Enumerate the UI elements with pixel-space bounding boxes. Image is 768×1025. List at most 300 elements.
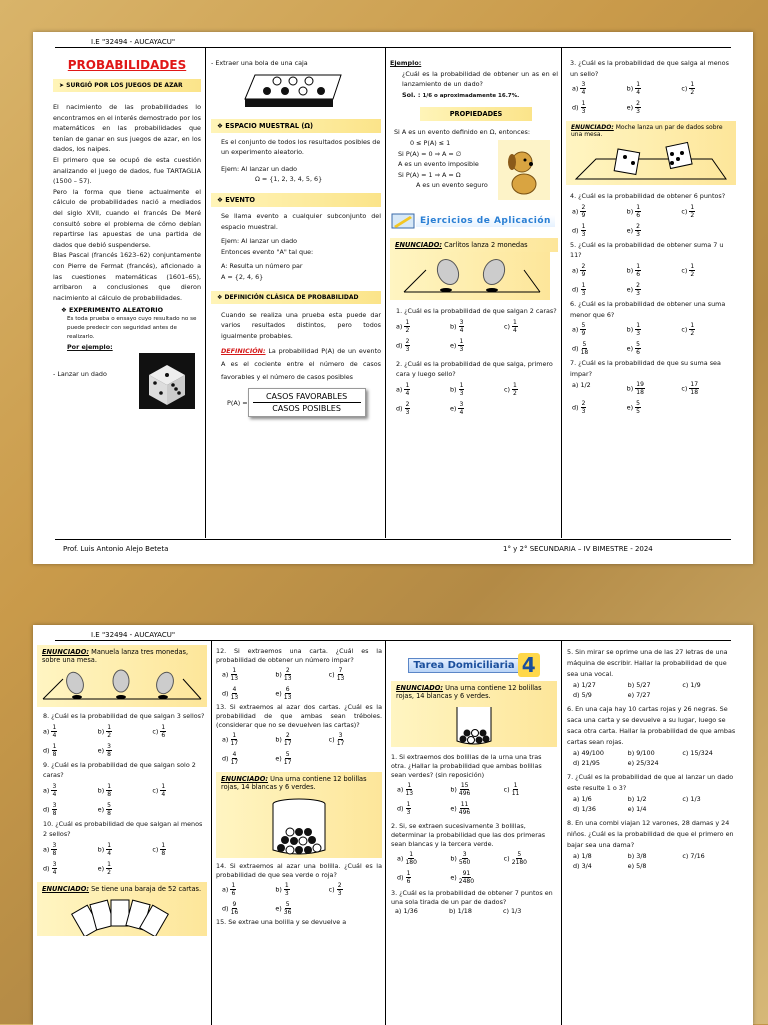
option-letter: d) bbox=[43, 746, 52, 755]
question-3: 3. ¿Cuál es la probabilidad de que salga al menos un sello? bbox=[570, 59, 729, 78]
option-fraction bbox=[52, 802, 58, 817]
fraction-denominator: 6 bbox=[636, 211, 641, 219]
answer-option[interactable]: b) 3/8 bbox=[627, 852, 647, 860]
option-fraction bbox=[405, 782, 413, 797]
option-letter: e) bbox=[450, 404, 459, 413]
fraction-numerator: 3 bbox=[459, 318, 464, 326]
option-letter: d) bbox=[572, 344, 581, 353]
answer-option[interactable] bbox=[397, 801, 450, 816]
option-fraction bbox=[337, 667, 345, 682]
header-school: I.E "32494 - AUCAYACU" bbox=[91, 38, 176, 46]
answer-option[interactable]: c) 7/16 bbox=[682, 852, 705, 860]
fraction-numerator: 1 bbox=[406, 801, 411, 808]
fraction-numerator: 1 bbox=[231, 882, 236, 889]
option-fraction bbox=[635, 322, 641, 337]
answer-option[interactable]: e) 1/4 bbox=[627, 805, 647, 813]
fraction-numerator: 15 bbox=[460, 782, 469, 789]
answer-option[interactable] bbox=[450, 782, 503, 797]
answer-option[interactable] bbox=[627, 322, 682, 337]
fraction-denominator: 3 bbox=[405, 408, 410, 416]
option-letter: e) bbox=[626, 226, 636, 235]
option-fraction bbox=[230, 667, 238, 682]
answer-option[interactable] bbox=[627, 223, 682, 238]
question-8: 8. ¿Cuál es la probabilidad de que salgan 3 sellos? bbox=[43, 712, 205, 720]
fraction-denominator: 3 bbox=[636, 330, 641, 338]
option-fraction bbox=[459, 851, 470, 866]
answer-option[interactable] bbox=[275, 882, 328, 897]
option-letter: a) bbox=[397, 785, 406, 794]
answer-option[interactable] bbox=[450, 870, 503, 885]
question-1: 1. ¿Cuál es la probabilidad de que salgan 2 caras? bbox=[396, 306, 557, 315]
answer-option[interactable] bbox=[572, 263, 627, 278]
fraction-denominator: 8 bbox=[107, 790, 112, 798]
option-fraction bbox=[230, 732, 238, 747]
answer-option[interactable] bbox=[98, 802, 153, 817]
question-10-options bbox=[37, 840, 207, 878]
formula-probabilidad: P(A) = CASOS FAVORABLES CASOS POSIBLES bbox=[227, 388, 381, 417]
answer-option[interactable] bbox=[627, 400, 682, 415]
fraction-numerator: 6 bbox=[285, 686, 290, 693]
propiedades-text: Si A es un evento definido en Ω, entonces: bbox=[394, 128, 531, 137]
dice-pair-image bbox=[566, 141, 736, 185]
fraction-numerator: 1 bbox=[107, 723, 112, 731]
answer-option[interactable] bbox=[504, 782, 557, 797]
answer-option[interactable] bbox=[98, 724, 153, 739]
option-fraction bbox=[580, 81, 586, 96]
enunciado-box: ENUNCIADO: Manuela lanza tres monedas, sobre una mesa. bbox=[37, 645, 207, 667]
answer-option[interactable] bbox=[681, 81, 736, 96]
answer-option[interactable] bbox=[572, 282, 627, 297]
fraction-numerator: 1 bbox=[161, 782, 166, 790]
fraction-numerator: 1 bbox=[52, 742, 57, 750]
fraction-numerator: 19 bbox=[636, 381, 644, 389]
answer-option[interactable] bbox=[627, 263, 682, 278]
column-divider bbox=[385, 48, 386, 538]
fraction-numerator: 5 bbox=[107, 801, 111, 809]
question-13-options bbox=[216, 730, 382, 768]
propiedad-4: Si P(A) = 1 ⇒ A = Ω bbox=[398, 170, 461, 179]
option-fraction bbox=[512, 319, 518, 334]
fraction-numerator: 1 bbox=[107, 841, 112, 849]
answer-option[interactable]: c) 1/3 bbox=[682, 795, 701, 803]
answer-option[interactable] bbox=[43, 861, 98, 876]
answer-option[interactable]: e) 7/27 bbox=[627, 691, 651, 699]
answer-option[interactable] bbox=[572, 381, 627, 396]
fraction-denominator: 3 bbox=[284, 890, 289, 897]
answer-option[interactable]: b) 1/2 bbox=[627, 795, 647, 803]
tarea-question-8-options bbox=[567, 851, 737, 871]
answer-option[interactable] bbox=[572, 400, 627, 415]
answer-option[interactable] bbox=[450, 801, 503, 816]
answer-option[interactable] bbox=[572, 81, 627, 96]
option-fraction bbox=[337, 882, 343, 897]
option-fraction bbox=[51, 724, 57, 739]
fraction-denominator: 13 bbox=[405, 790, 414, 797]
answer-option[interactable] bbox=[450, 319, 504, 334]
tarea-question-1: 1. Si extraemos dos bolillas de la urna una tras otra. ¿Hallar la probabilidad que ambas bolillas sean verdes? (sin reposición) bbox=[391, 753, 542, 779]
footer-course: 1° y 2° SECUNDARIA – IV BIMESTRE - 2024 bbox=[503, 545, 653, 553]
answer-option[interactable] bbox=[627, 100, 682, 115]
fraction-denominator: 4 bbox=[161, 790, 166, 798]
experimento-text: Es toda prueba o ensayo cuyo resultado no se puede predecir con seguridad antes de realizarlo. bbox=[67, 316, 197, 341]
answer-option[interactable]: a) 1/36 bbox=[395, 907, 418, 915]
answer-option[interactable]: d) 3/4 bbox=[573, 862, 592, 870]
option-letter: e) bbox=[450, 873, 459, 882]
fraction-numerator: 1 bbox=[409, 851, 414, 858]
fraction-denominator: 4 bbox=[52, 790, 57, 798]
pencil-icon bbox=[390, 210, 416, 232]
answer-option[interactable] bbox=[627, 81, 682, 96]
option-letter: d) bbox=[222, 689, 231, 698]
fraction-numerator: 1 bbox=[161, 841, 166, 849]
column-4 bbox=[566, 58, 736, 417]
option-fraction bbox=[337, 732, 345, 747]
answer-option[interactable] bbox=[43, 743, 98, 758]
option-letter: b) bbox=[275, 885, 284, 894]
formula-numerator: CASOS FAVORABLES bbox=[253, 391, 361, 403]
fraction-numerator: 2 bbox=[581, 203, 586, 211]
ejercicios-banner bbox=[390, 210, 558, 232]
option-fraction bbox=[284, 901, 292, 916]
option-letter: a) bbox=[43, 786, 52, 795]
fraction-denominator: 3 bbox=[636, 230, 640, 238]
option-letter: e) bbox=[626, 285, 636, 294]
answer-option[interactable] bbox=[450, 338, 504, 353]
answer-option[interactable] bbox=[98, 842, 153, 857]
fraction-denominator: 2 bbox=[107, 731, 112, 739]
fraction-numerator: 2 bbox=[405, 400, 410, 408]
option-letter: a) bbox=[222, 735, 231, 744]
fraction-numerator: 1 bbox=[405, 381, 410, 389]
option-fraction bbox=[512, 851, 527, 866]
tarea-question-8: 8. En una combi viajan 12 varones, 28 damas y 24 niños. ¿Cuál es la probabilidad de que el primero en bajar sea una dama? bbox=[567, 819, 734, 849]
answer-option[interactable]: a) 1/6 bbox=[573, 795, 592, 803]
column-2 bbox=[216, 647, 382, 927]
option-letter: b) bbox=[275, 735, 284, 744]
answer-option[interactable]: d) 21/95 bbox=[573, 759, 600, 767]
option-letter: d) bbox=[572, 226, 581, 235]
option-letter: e) bbox=[450, 341, 459, 350]
answer-option[interactable] bbox=[275, 901, 328, 916]
answer-option[interactable]: a) 1/27 bbox=[573, 681, 596, 689]
answer-option[interactable] bbox=[222, 667, 275, 682]
question-13: 13. Si extraemos al azar dos cartas. ¿Cuál es la probabilidad de que ambas sean tréboles. (considerar que no se devuelven las cartas)? bbox=[216, 703, 382, 729]
fraction-denominator: 8 bbox=[107, 750, 111, 758]
option-letter: c) bbox=[681, 325, 690, 334]
answer-option[interactable] bbox=[450, 851, 503, 866]
fraction-numerator: 1 bbox=[581, 100, 586, 108]
fraction-denominator: 3 bbox=[636, 108, 640, 116]
answer-option[interactable] bbox=[98, 861, 153, 876]
answer-option[interactable] bbox=[152, 724, 207, 739]
fraction-numerator: 3 bbox=[459, 400, 464, 408]
option-fraction bbox=[51, 842, 57, 857]
evento-text: Se llama evento a cualquier subconjunto del espacio muestral. bbox=[221, 211, 381, 231]
option-letter: b) bbox=[97, 845, 107, 854]
fraction-denominator: 16 bbox=[230, 909, 239, 916]
option-letter: e) bbox=[450, 804, 459, 813]
answer-option[interactable] bbox=[329, 732, 382, 747]
answer-option[interactable] bbox=[681, 263, 736, 278]
header-school: I.E "32494 - AUCAYACU" bbox=[91, 631, 176, 639]
option-letter: a) bbox=[43, 727, 52, 736]
fraction-numerator: 2 bbox=[581, 400, 586, 408]
fraction-numerator: 1 bbox=[52, 723, 57, 731]
option-letter: c) bbox=[152, 786, 161, 795]
fraction-denominator: 8 bbox=[52, 849, 57, 857]
answer-option[interactable]: b) 9/100 bbox=[627, 749, 655, 757]
option-letter: e) bbox=[275, 754, 284, 763]
answer-option[interactable]: b) 5/27 bbox=[627, 681, 651, 689]
answer-option[interactable] bbox=[504, 382, 558, 397]
option-letter: d) bbox=[222, 754, 231, 763]
fraction-denominator: 3 bbox=[459, 389, 464, 397]
answer-option[interactable]: b) 1/18 bbox=[449, 907, 472, 915]
answer-option[interactable] bbox=[222, 686, 275, 701]
answer-option[interactable] bbox=[329, 882, 382, 897]
fraction-numerator: 91 bbox=[462, 870, 471, 877]
answer-option[interactable] bbox=[397, 870, 450, 885]
tarea-number: 4 bbox=[518, 653, 540, 677]
question-1-options bbox=[390, 317, 558, 355]
answer-option[interactable]: e) 25/324 bbox=[627, 759, 659, 767]
fraction-numerator: 1 bbox=[690, 322, 695, 330]
fraction-denominator: 2 bbox=[405, 326, 410, 334]
fraction-denominator: 4 bbox=[107, 849, 112, 857]
fraction-denominator: 3 bbox=[406, 809, 411, 816]
tartaglia-text: El primero que se ocupó de esta cuestión analizando el juego de dados, fue TARTAGLIA (1500 – 57). bbox=[53, 155, 201, 186]
question-5-options bbox=[566, 261, 736, 299]
answer-option[interactable] bbox=[43, 724, 98, 739]
option-letter: a) bbox=[572, 381, 581, 390]
fraction-denominator: 4 bbox=[459, 326, 464, 334]
answer-option[interactable] bbox=[627, 341, 682, 356]
fraction-denominator: 18 bbox=[580, 349, 589, 357]
option-letter: e) bbox=[97, 864, 107, 873]
fraction-numerator: 2 bbox=[636, 222, 640, 230]
answer-option[interactable] bbox=[572, 100, 627, 115]
fraction-numerator: 1 bbox=[690, 81, 695, 89]
urn-image bbox=[216, 794, 382, 858]
fraction-denominator: 6 bbox=[231, 890, 236, 897]
fraction-numerator: 1 bbox=[232, 732, 237, 739]
fraction-numerator: 1 bbox=[636, 322, 641, 330]
option-letter: b) bbox=[97, 727, 107, 736]
option-letter: c) bbox=[681, 84, 690, 93]
header-rule bbox=[55, 640, 731, 641]
answer-option[interactable]: d) 5/9 bbox=[573, 691, 592, 699]
answer-option[interactable] bbox=[396, 338, 450, 353]
fraction-numerator: 3 bbox=[107, 742, 111, 750]
option-fraction bbox=[106, 802, 112, 817]
answer-option[interactable] bbox=[504, 319, 558, 334]
option-letter: a) bbox=[222, 670, 231, 679]
question-7: 7. ¿Cuál es la probabilidad de que su suma sea impar? bbox=[570, 359, 721, 378]
column-3 bbox=[391, 647, 557, 915]
option-letter: a) bbox=[43, 845, 52, 854]
bullet-icon: ➤ bbox=[59, 82, 67, 89]
column-2 bbox=[211, 58, 381, 417]
answer-option[interactable] bbox=[450, 382, 504, 397]
fraction-numerator: 1 bbox=[405, 318, 410, 326]
answer-option[interactable] bbox=[396, 401, 450, 416]
option-fraction bbox=[160, 842, 166, 857]
fraction-numerator: 1 bbox=[690, 262, 695, 270]
answer-option[interactable] bbox=[43, 802, 98, 817]
fraction-denominator: 6 bbox=[161, 731, 166, 739]
fraction-denominator: 2 bbox=[690, 330, 695, 338]
option-letter: a) bbox=[222, 885, 231, 894]
question-4-options bbox=[566, 202, 736, 240]
fraction-denominator: 8 bbox=[52, 750, 57, 758]
answer-option[interactable] bbox=[222, 732, 275, 747]
answer-option[interactable] bbox=[222, 901, 275, 916]
enunciado-box: ENUNCIADO: Una urna contiene 12 bolillas rojas, 14 blancas y 6 verdes. bbox=[391, 681, 557, 703]
fraction-numerator: 1 bbox=[690, 203, 695, 211]
propiedad-1: 0 ≤ P(A) ≤ 1 bbox=[410, 138, 451, 147]
answer-option[interactable]: c) 15/324 bbox=[682, 749, 713, 757]
fraction-numerator: 1 bbox=[636, 203, 641, 211]
answer-option[interactable] bbox=[275, 732, 328, 747]
fraction-denominator: 17 bbox=[336, 740, 345, 747]
fraction-numerator: 3 bbox=[581, 81, 586, 89]
option-letter: b) bbox=[450, 385, 459, 394]
answer-option[interactable] bbox=[572, 223, 627, 238]
answer-option[interactable]: c) 1/3 bbox=[503, 907, 522, 915]
answer-option[interactable] bbox=[504, 851, 557, 866]
answer-option[interactable] bbox=[396, 319, 450, 334]
answer-option[interactable] bbox=[222, 751, 275, 766]
fraction-numerator: 1 bbox=[459, 337, 464, 345]
option-letter: d) bbox=[572, 285, 581, 294]
answer-option[interactable] bbox=[450, 401, 504, 416]
enunciado-box: ENUNCIADO: Carlitos lanza 2 monedas bbox=[390, 238, 558, 252]
diamond-bullet-icon: ❖ bbox=[217, 121, 226, 130]
fraction-denominator: 18 bbox=[690, 389, 699, 397]
answer-option[interactable] bbox=[397, 782, 450, 797]
answer-option[interactable] bbox=[43, 842, 98, 857]
ejemplo-label: Por ejemplo: bbox=[67, 343, 113, 352]
answer-option[interactable] bbox=[275, 751, 328, 766]
fraction-numerator: 4 bbox=[232, 686, 237, 693]
column-3 bbox=[390, 58, 558, 418]
fraction-numerator: 11 bbox=[460, 801, 469, 808]
answer-option[interactable] bbox=[329, 667, 382, 682]
fraction-denominator: 6 bbox=[636, 270, 641, 278]
intro-text: El nacimiento de las probabilidades lo encontramos en el interés demostrado por los matemáticos en las probabilidades que tenían de ganar en sus juegos de azar, en los dados, los naipes. bbox=[53, 103, 201, 154]
tarea-question-1-options bbox=[391, 780, 557, 818]
answer-option[interactable]: d) 1/36 bbox=[573, 805, 596, 813]
option-fraction bbox=[580, 204, 586, 219]
tarea-question-6-options bbox=[567, 748, 737, 768]
fraction-numerator: 2 bbox=[285, 732, 290, 739]
column-divider bbox=[561, 641, 562, 1025]
fraction-denominator: 3 bbox=[581, 230, 586, 238]
option-fraction bbox=[459, 382, 465, 397]
option-fraction bbox=[458, 338, 464, 353]
answer-option[interactable] bbox=[275, 667, 328, 682]
answer-option[interactable]: c) 1/9 bbox=[682, 681, 701, 689]
tarea-question-7-options bbox=[567, 794, 737, 814]
fraction-numerator: 1 bbox=[513, 318, 517, 326]
header-rule bbox=[55, 47, 731, 48]
option-fraction bbox=[689, 381, 699, 396]
option-fraction bbox=[459, 870, 474, 885]
answer-option[interactable] bbox=[572, 204, 627, 219]
fraction-denominator: 2 bbox=[690, 270, 695, 278]
answer-option[interactable]: a) 49/100 bbox=[573, 749, 604, 757]
fraction-numerator: 1 bbox=[636, 81, 641, 89]
option-fraction bbox=[52, 861, 58, 876]
answer-option[interactable] bbox=[43, 783, 98, 798]
answer-option[interactable] bbox=[627, 282, 682, 297]
option-letter: b) bbox=[626, 266, 636, 275]
enunciado-box-2: ENUNCIADO: Se tiene una baraja de 52 cartas. bbox=[37, 882, 207, 896]
option-fraction bbox=[635, 282, 641, 297]
option-letter: b) bbox=[450, 854, 459, 863]
option-letter: b) bbox=[450, 322, 459, 331]
question-7-options bbox=[566, 379, 736, 417]
answer-option[interactable] bbox=[152, 783, 207, 798]
fraction-numerator: 5 bbox=[285, 751, 290, 758]
diamond-bullet-icon: ❖ bbox=[61, 306, 69, 315]
answer-option[interactable] bbox=[572, 341, 627, 356]
option-letter: e) bbox=[97, 805, 107, 814]
extraer-bola-text: - Extraer una bola de una caja bbox=[211, 59, 308, 67]
fraction-denominator: 6 bbox=[406, 878, 411, 885]
answer-option[interactable] bbox=[627, 381, 682, 396]
propiedad-2: Si P(A) = 0 ⇒ A = ∅ bbox=[398, 149, 462, 158]
answer-option[interactable] bbox=[572, 322, 627, 337]
answer-option[interactable] bbox=[98, 743, 153, 758]
option-letter: b) bbox=[97, 786, 107, 795]
fraction-denominator: 3 bbox=[337, 890, 342, 897]
answer-option[interactable]: e) 5/8 bbox=[627, 862, 647, 870]
answer-option[interactable] bbox=[222, 882, 275, 897]
option-fraction bbox=[459, 319, 465, 334]
answer-option[interactable] bbox=[98, 783, 153, 798]
question-12: 12. Si extraemos una carta. ¿Cuál es la probabilidad de obtener un número impar? bbox=[216, 647, 382, 664]
answer-option[interactable] bbox=[397, 851, 450, 866]
option-fraction bbox=[231, 686, 239, 701]
question-6-options bbox=[566, 320, 736, 358]
option-fraction bbox=[284, 732, 292, 747]
answer-option[interactable]: a) 1/8 bbox=[573, 852, 592, 860]
evento-ejemplo-1: Ejem: Al lanzar un dado bbox=[221, 237, 298, 246]
answer-option[interactable] bbox=[681, 204, 736, 219]
option-letter: c) bbox=[328, 885, 337, 894]
tarea-title: Tarea Domiciliaria bbox=[408, 658, 519, 673]
fraction-numerator: 1 bbox=[513, 381, 517, 389]
section-subtitle: ➤ SURGIÓ POR LOS JUEGOS DE AZAR bbox=[53, 79, 201, 92]
option-fraction bbox=[635, 341, 641, 356]
answer-option[interactable] bbox=[681, 381, 736, 396]
fraction-numerator: 3 bbox=[52, 801, 57, 809]
fraction-numerator: 2 bbox=[636, 281, 640, 289]
answer-option[interactable] bbox=[275, 686, 328, 701]
answer-option[interactable] bbox=[681, 322, 736, 337]
answer-option[interactable] bbox=[627, 204, 682, 219]
fraction-numerator: 3 bbox=[52, 860, 57, 868]
answer-option[interactable] bbox=[152, 842, 207, 857]
question-10: 10. ¿Cuál es probabilidad de que salgan al menos 2 sellos? bbox=[43, 819, 203, 839]
fraction-denominator: 560 bbox=[458, 859, 471, 866]
tarea-banner bbox=[391, 653, 557, 677]
question-8-options bbox=[37, 722, 207, 760]
option-letter: a) bbox=[572, 84, 581, 93]
answer-option[interactable] bbox=[396, 382, 450, 397]
fraction-denominator: 3 bbox=[636, 289, 640, 297]
